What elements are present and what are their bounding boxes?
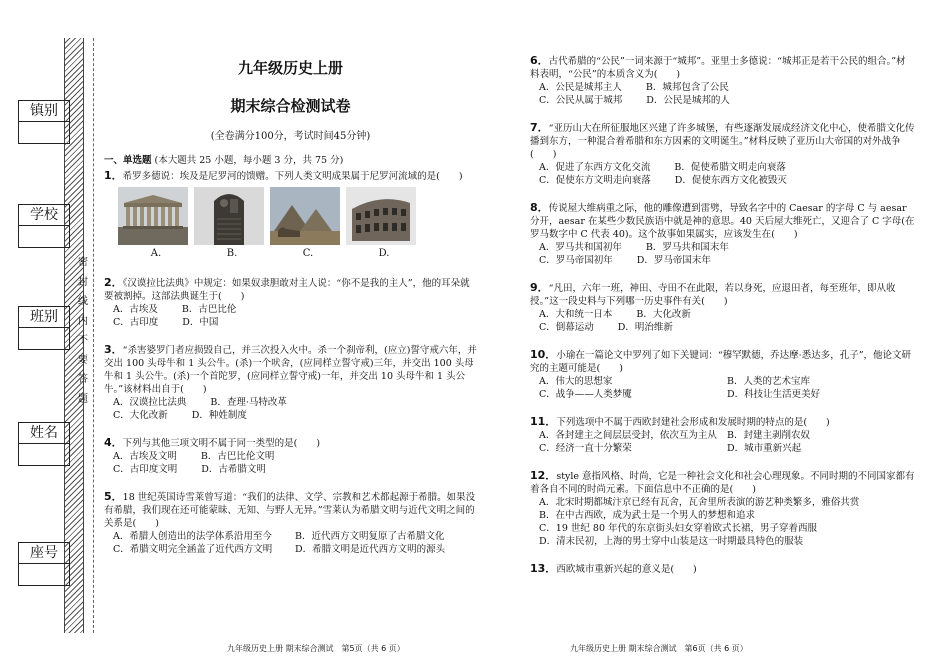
image-label: D.	[378, 248, 390, 259]
option[interactable]: D．中国	[182, 317, 219, 328]
question-12	[530, 469, 915, 548]
option[interactable]: D．清末民初，上海的男士穿中山装是这一时期最具特色的服装	[539, 536, 804, 547]
field-class[interactable]	[18, 306, 70, 350]
option[interactable]: D．公民是城邦的人	[646, 95, 730, 106]
field-seat[interactable]	[18, 542, 70, 586]
question-8	[530, 201, 915, 267]
footer-left: 九年级历史上册 期末综合测试 第5页（共 6 页）	[227, 644, 405, 653]
question-text: 希罗多德说：埃及是尼罗河的馈赠。下列人类文明成果属于尼罗河流域的是( )	[122, 171, 463, 182]
option[interactable]: A．促进了东西方文化交流	[539, 162, 651, 173]
option[interactable]: B．封建主剥削农奴	[727, 430, 810, 441]
q1-images	[104, 187, 477, 245]
exam-info: (全卷满分100分，考试时间45分钟)	[210, 131, 371, 142]
question-text: “杀害婆罗门者应损毁自己，并三次投入火中。杀一个刹帝利，(应立)誓守戒六年，并交出 100 头母牛和 1 头公牛。(杀)一个吠舍，(应同样立誓守戒)三年，并交出 100 头母牛和 1 头公牛。(杀)一个首陀罗，(应同样立誓守戒)一年，并交出 10 头母牛和 1 头公牛。”该材料出自于( )	[104, 345, 477, 395]
question-number: 2．	[104, 276, 123, 289]
field-label: 班别	[19, 307, 69, 328]
question-9	[530, 281, 915, 334]
seal-dashed-line	[93, 38, 94, 633]
question-text: 古代希腊的“公民”一词来源于“城邦”。亚里士多德说：“城邦正是若干公民的组合。”材料表明，“公民”的本质含义为( )	[530, 56, 906, 80]
section-note: (本大题共 25 小题，每小题 3 分，共 75 分)	[151, 155, 344, 166]
option[interactable]: A．伟大的思想家	[539, 376, 613, 387]
option[interactable]: B．在中古西欧，成为武士是一个男人的梦想和追求	[539, 510, 755, 521]
seal-char: 线	[78, 296, 88, 307]
field-name[interactable]	[18, 422, 70, 466]
parthenon-image[interactable]	[118, 187, 188, 245]
question-text: 18 世纪英国诗雪莱曾写道：“我们的法律、文学、宗教和艺术都起源于希腊。如果没有希腊，我们现在还可能蒙昧、无知、与野人无异。”雪莱认为希腊文明与近代文明之间的关系是( )	[104, 492, 476, 529]
seal-char: 密	[78, 257, 88, 268]
field-label: 学校	[19, 205, 69, 226]
question-text: 西欧城市重新兴起的意义是( )	[556, 564, 697, 575]
field-town[interactable]	[18, 100, 70, 144]
question-10	[530, 348, 915, 401]
question-3	[104, 343, 477, 422]
seal-char: 题	[78, 393, 88, 405]
question-number: 5．	[104, 490, 123, 503]
question-text: 《汉谟拉比法典》中规定：如果奴隶胆敢对主人说：“你不是我的主人”，他的耳朵就要被割掉。这部法典诞生于( )	[104, 278, 470, 302]
option[interactable]: C．倒幕运动	[539, 322, 594, 333]
field-label: 姓名	[19, 423, 69, 444]
option[interactable]: C．公民从属于城邦	[539, 95, 623, 106]
question-number: 13．	[530, 562, 557, 575]
image-label: C.	[302, 248, 314, 259]
seal-char: 不	[78, 335, 88, 346]
option[interactable]: A．汉谟拉比法典	[113, 397, 187, 408]
option[interactable]: D．种姓制度	[191, 410, 247, 421]
option[interactable]: C．促使东方文明走向衰落	[539, 175, 651, 186]
image-label: A.	[150, 248, 162, 259]
question-text: 下列与其他三项文明不属于同一类型的是( )	[122, 438, 321, 449]
option[interactable]: B．城邦包含了公民	[645, 82, 729, 93]
seal-char: 封	[78, 276, 88, 288]
question-number: 6．	[530, 54, 549, 67]
option[interactable]: D．城市重新兴起	[727, 443, 802, 454]
question-number: 12．	[530, 469, 557, 482]
section-title: 一、单选题	[104, 155, 152, 166]
option[interactable]: C．经济一直十分繁荣	[539, 443, 632, 454]
field-label: 座号	[19, 543, 69, 564]
option[interactable]: B．查理·马特改革	[210, 397, 287, 408]
option[interactable]: C．古印度文明	[113, 464, 178, 475]
question-number: 3．	[104, 343, 123, 356]
option[interactable]: C．罗马帝国初年	[539, 255, 613, 266]
question-number: 1．	[104, 169, 123, 182]
seal-char: 要	[78, 354, 88, 366]
option[interactable]: B．罗马共和国末年	[645, 242, 729, 253]
question-text: “亚历山大在所征服地区兴建了许多城堡，有些逐渐发展成经济文化中心，使希腊文化传播到东方，一种混合着希腊和东方因素的文明诞生。”材料反映了亚历山大帝国的对外战争( )	[530, 123, 915, 160]
option[interactable]: A．古埃及	[113, 304, 158, 315]
question-4	[104, 436, 477, 476]
image-label: B.	[226, 248, 238, 259]
option[interactable]: D．科技让生活更美好	[727, 389, 821, 400]
option[interactable]: B．古巴比伦文明	[200, 451, 275, 462]
question-number: 10．	[530, 348, 557, 361]
question-2	[104, 276, 477, 329]
option[interactable]: B．促使希腊文明走向衰落	[674, 162, 786, 173]
left-column	[104, 58, 477, 556]
option[interactable]: A．公民是城邦主人	[539, 82, 622, 93]
question-7	[530, 121, 915, 187]
option[interactable]: A．各封建主之间层层受封，依次互为主从	[539, 430, 717, 441]
question-text: 下列选项中不属于西欧封建社会形成和发展时期的特点的是( )	[556, 417, 830, 428]
question-text: style 意指风格、时尚，它是一种社会文化和社会心理现象。不同时期的不同国家都有着各自不同的时尚元素。下面信息中不正确的是( )	[530, 471, 915, 495]
question-6	[530, 54, 915, 107]
q1-image-labels	[104, 247, 477, 260]
right-column	[530, 52, 915, 576]
footer-right: 九年级历史上册 期末综合测试 第6页（共 6 页）	[570, 644, 748, 653]
option[interactable]: D．明治维新	[617, 322, 673, 333]
option[interactable]: D．罗马帝国末年	[636, 255, 711, 266]
option[interactable]: A．大和统一日本	[539, 309, 613, 320]
option[interactable]: B．大化改新	[636, 309, 691, 320]
option[interactable]: C．希腊文明完全涵盖了近代西方文明	[113, 544, 273, 555]
exam-subtitle-title: 期末综合检测试卷	[230, 97, 351, 115]
question-number: 4．	[104, 436, 123, 449]
question-1	[104, 169, 477, 260]
option[interactable]: C．战争——人类梦魇	[539, 389, 632, 400]
question-text: “凡田，六年一班，神田、寺田不在此限，若以身死，应退田者，每至班年，即从收授。”这一段史料与下列哪一历史事件有关( )	[530, 283, 896, 307]
seal-char: 答	[78, 374, 88, 385]
option[interactable]: B．古巴比伦	[181, 304, 237, 315]
question-number: 7．	[530, 121, 549, 134]
section-heading	[104, 154, 477, 167]
question-13	[530, 562, 915, 576]
question-number: 8．	[530, 201, 549, 214]
option[interactable]: C．大化改新	[113, 410, 168, 421]
pyramids-sphinx-image[interactable]	[270, 187, 340, 245]
question-number: 9．	[530, 281, 549, 294]
option[interactable]: B．人类的艺术宝库	[727, 376, 810, 387]
option[interactable]: D．希腊文明是近代西方文明的源头	[295, 544, 446, 555]
question-11	[530, 415, 915, 455]
colosseum-image[interactable]	[346, 187, 416, 245]
question-5	[104, 490, 477, 556]
hammurabi-stele-image[interactable]	[194, 187, 264, 245]
option[interactable]: D．古希腊文明	[201, 464, 266, 475]
question-text: 小瑜在一篇论文中罗列了如下关键词：“穆罕默德，乔达摩·悉达多，孔子”，他论文研究的主题可能是( )	[530, 350, 912, 374]
option[interactable]: B．近代西方文明复原了古希腊文化	[295, 531, 445, 542]
option[interactable]: C．19 世纪 80 年代的东京街头妇女穿着欧式长裙，男子穿着西服	[539, 523, 818, 534]
seal-notice	[76, 253, 90, 409]
field-label: 镇别	[19, 101, 69, 122]
option[interactable]: A．古埃及文明	[113, 451, 177, 462]
option[interactable]: A．罗马共和国初年	[539, 242, 622, 253]
option[interactable]: A．北宋时期都城汴京已经有瓦舍，瓦舍里所表演的游艺种类繁多，雅俗共赏	[539, 497, 860, 508]
option[interactable]: A．希腊人创造出的法学体系沿用至今	[113, 531, 272, 542]
option[interactable]: D．促使东西方文化被毁灭	[674, 175, 787, 186]
question-text: 传说屋大维病重之际，他的雕像遭到雷劈，导致名字中的 Caesar 的字母 C 与 aesar 分开，aesar 在某些少数民族语中就是神的意思。40 天后屋大维死亡，又迎合了 C 字母(在罗马数字中 C 代表 40)。这个故事如果属实，应该发生在( )	[530, 203, 915, 240]
exam-title: 九年级历史上册	[237, 59, 343, 77]
field-school[interactable]	[18, 204, 70, 248]
option[interactable]: C．古印度	[113, 317, 159, 328]
seal-char: 内	[78, 315, 88, 327]
question-number: 11．	[530, 415, 557, 428]
